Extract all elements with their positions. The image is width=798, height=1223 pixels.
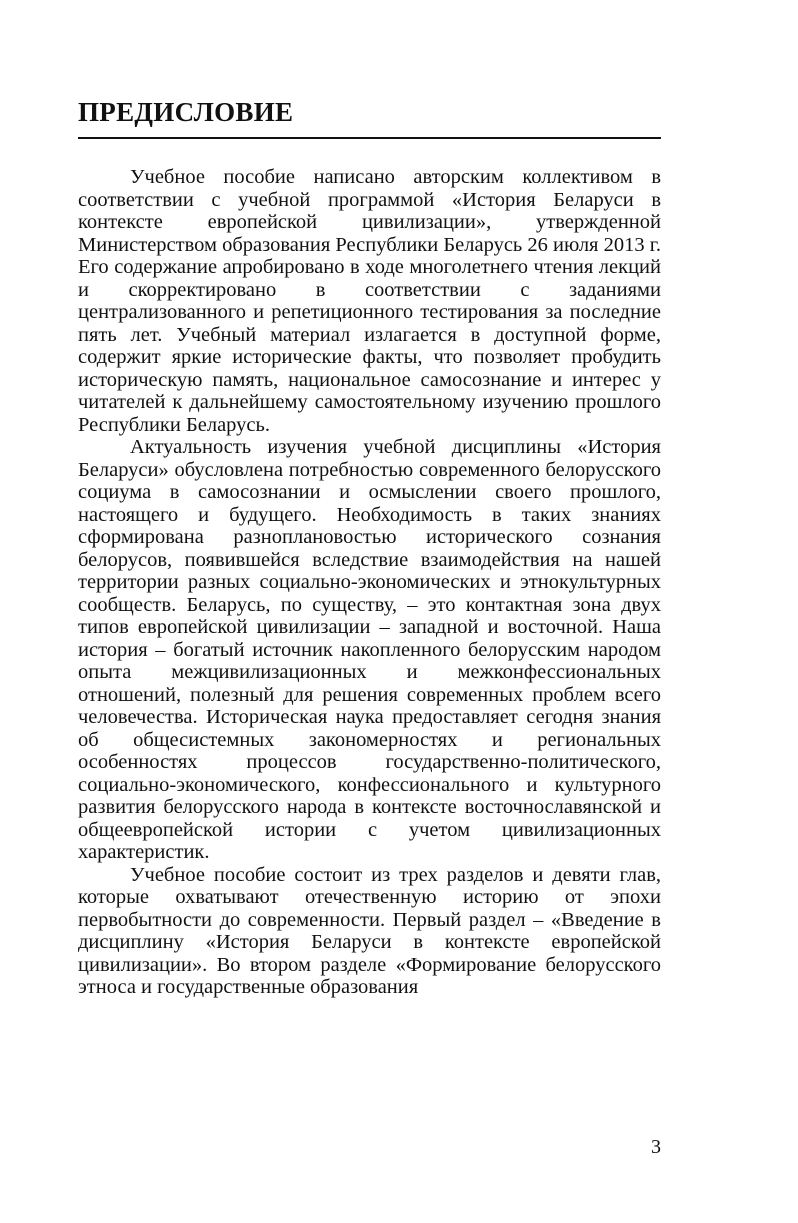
page-title: ПРЕДИСЛОВИЕ — [78, 97, 294, 127]
body-text — [78, 166, 661, 999]
paragraph-3: Учебное пособие состоит из трех разделов и девяти глав, которые охватывают отечественную историю от эпохи первобытности до современности. Первый раздел – «Введение в дисциплину «История Беларуси в контексте европейской цивилизации». Во втором разделе «Формирование белорусского этноса и государственные образования — [78, 863, 661, 998]
page-number: 3 — [651, 1136, 661, 1158]
paragraph-2: Актуальность изучения учебной дисциплины «История Беларуси» обусловлена потребностью современного белорусского социума в самосознании и осмыслении своего прошлого, настоящего и будущего. Необходимость в таких знаниях сформирована разноплановостью исторического сознания белорусов, появившейся вследствие взаимодействия на нашей территории разных социально-экономических и этнокультурных сообществ. Беларусь, по существу, – это контактная зона двух типов европейской цивилизации – западной и восточной. Наша история – богатый источник накопленного белорусским народом опыта межцивилизационных и межконфессиональных отношений, полезный для решения современных проблем всего человечества. Историческая наука предоставляет сегодня знания об общесистемных закономерностях и региональных особенностях процессов государственно-политического, социально-экономического, конфессионального и культурного развития белорусского народа в контексте восточнославянской и общеевропейской истории с учетом цивилизационных характеристик. — [78, 436, 661, 863]
title-divider — [78, 137, 661, 139]
paragraph-1: Учебное пособие написано авторским коллективом в соответствии с учебной программой «История Беларуси в контексте европейской цивилизации», утвержденной Министерством образования Республики Беларусь 26 июля 2013 г. Его содержание апробировано в ходе многолетнего чтения лекций и скорректировано в соответствии с заданиями централизованного и репетиционного тестирования за последние пять лет. Учебный материал излагается в доступной форме, содержит яркие исторические факты, что позволяет пробудить историческую память, национальное самосознание и интерес у читателей к дальнейшему самостоятельному изучению прошлого Республики Беларусь. — [78, 166, 661, 436]
